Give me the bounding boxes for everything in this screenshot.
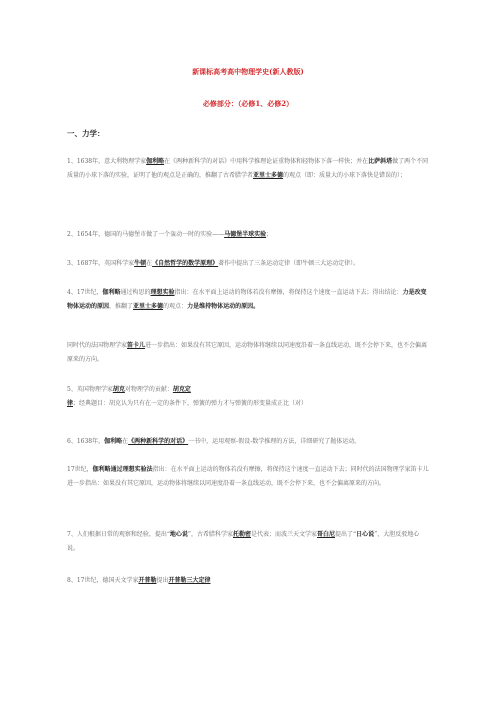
term-galileo: 伽利略 bbox=[146, 158, 165, 165]
text: ； bbox=[266, 231, 273, 238]
paragraph-8 bbox=[67, 528, 430, 555]
text: 4、17世纪， bbox=[67, 289, 103, 296]
term-principia: 《自然哲学的数学原理》 bbox=[152, 260, 219, 267]
paragraph-3 bbox=[67, 257, 430, 271]
text: 8、17世纪，德国天文学家 bbox=[67, 577, 139, 584]
text: ”，古希腊科学家 bbox=[187, 531, 233, 538]
term-pisa-tower: 比萨斜塔 bbox=[368, 158, 393, 165]
text: 17世纪， bbox=[67, 466, 93, 473]
text: 的观点（即：质量大的小球下落快是错误的）； bbox=[283, 171, 407, 179]
term-geocentric: 地心说 bbox=[169, 531, 188, 538]
text: 提出了“ bbox=[335, 531, 357, 538]
text: 3、1687年，英国科学家 bbox=[67, 260, 135, 267]
paragraph-4b bbox=[67, 339, 430, 366]
text: ；经典题目：胡克认为只有在一定的条件下，弹簧的弹力才与弹簧的形变量成正比（对） bbox=[73, 399, 308, 407]
text: 在 bbox=[146, 260, 153, 267]
term-newton: 牛顿 bbox=[134, 260, 147, 267]
text: 7、人们根据日常的观察和经验，提出“ bbox=[67, 531, 170, 538]
paragraph-2 bbox=[67, 228, 430, 242]
paragraph-7 bbox=[67, 463, 430, 490]
text: 的观点： bbox=[163, 302, 188, 310]
text: 一书中，运用观察-假设-数学推理的方法，详细研究了抛体运动。 bbox=[188, 438, 361, 445]
term-force-changes-motion: 力是改变物体运动的原因 bbox=[67, 289, 427, 310]
term-hookes-law: 胡克定律 bbox=[67, 386, 191, 407]
term-two-sciences: 《两种新科学的对话》 bbox=[128, 438, 189, 445]
term-hooke: 胡克 bbox=[112, 386, 125, 393]
term-descartes: 笛卡儿 bbox=[127, 342, 146, 349]
term-force-maintains-motion: 力是维持物体运动的原因。 bbox=[187, 302, 260, 310]
text: 1、1638年，意大利物理学家 bbox=[67, 158, 147, 165]
text: 2、1654年，德国的马德堡市做了一个轰动一时的实验—— bbox=[67, 231, 225, 238]
text: 同时代的法国物理学家 bbox=[67, 342, 128, 349]
text: 5、英国物理学家 bbox=[67, 386, 113, 393]
paragraph-4 bbox=[67, 286, 430, 313]
text: 进一步指出：如果没有其它原因，运动物体将继续以同速度沿着一条直线运动，既不会停下来，也不会偏离原来的方向。 bbox=[67, 342, 428, 363]
document-subtitle: 必修部分：（必修1、必修2） bbox=[202, 99, 294, 108]
term-magdeburg: 马德堡半球实验 bbox=[224, 231, 267, 238]
paragraph-9 bbox=[67, 574, 430, 588]
document-title: 新课标高考高中物理学史(新人教版) bbox=[192, 67, 304, 76]
term-galileo: 伽利略 bbox=[102, 289, 121, 296]
term-aristotle: 亚里士多德 bbox=[133, 302, 164, 310]
paragraph-6 bbox=[67, 435, 430, 449]
text: 提出 bbox=[156, 577, 169, 584]
text: 对物理学的贡献： bbox=[124, 386, 173, 393]
term-ptolemy: 托勒密 bbox=[232, 531, 251, 538]
term-aristotle: 亚里士多德 bbox=[253, 171, 284, 179]
term-ideal-experiment: 理想实验 bbox=[150, 289, 175, 296]
text: 在 bbox=[122, 438, 129, 445]
text: 6、1638年， bbox=[67, 438, 105, 445]
text: ，推翻了 bbox=[109, 302, 134, 310]
text: 著作中提出了三条运动定律（即牛顿三大运动定律）。 bbox=[218, 260, 360, 267]
text: 通过构思的 bbox=[120, 289, 151, 296]
term-copernicus: 哥白尼 bbox=[317, 531, 336, 538]
paragraph-5 bbox=[67, 383, 430, 410]
text: 指出：在水平面上运动的物体若没有摩擦，将保持这个速度一直运动下去；同时代的法国物理学家笛卡儿进一步指出：如果没有其它原因，运动物体将继续以同速度沿着一条直线运动，既不会停下来，也不会偏离原来的方向。 bbox=[67, 466, 429, 487]
paragraph-1 bbox=[67, 155, 430, 182]
text: 做了两个不同质量的小球下落的实验，证明了他的观点是正确的，推翻了古希腊学者 bbox=[67, 158, 429, 179]
term-galileo-ideal-method: 伽利略通过理想实验法 bbox=[92, 466, 153, 473]
text: 在《两种新科学的对话》中用科学推理论证重物体和轻物体下落一样快；并在 bbox=[164, 158, 369, 165]
text: 指出：在水平面上运动的物体若没有摩擦，将保持这个速度一直运动下去；得出结论： bbox=[174, 289, 403, 296]
term-kepler-laws: 开普勒三大定律 bbox=[168, 577, 211, 584]
term-kepler: 开普勒 bbox=[138, 577, 157, 584]
term-heliocentric: 日心说 bbox=[356, 531, 375, 538]
text: 是代表；而波兰天文学家 bbox=[251, 531, 318, 538]
term-galileo: 伽利略 bbox=[104, 438, 123, 445]
section-heading: 一、力学： bbox=[67, 129, 105, 138]
text: ”，大胆反驳地心说。 bbox=[67, 531, 420, 552]
